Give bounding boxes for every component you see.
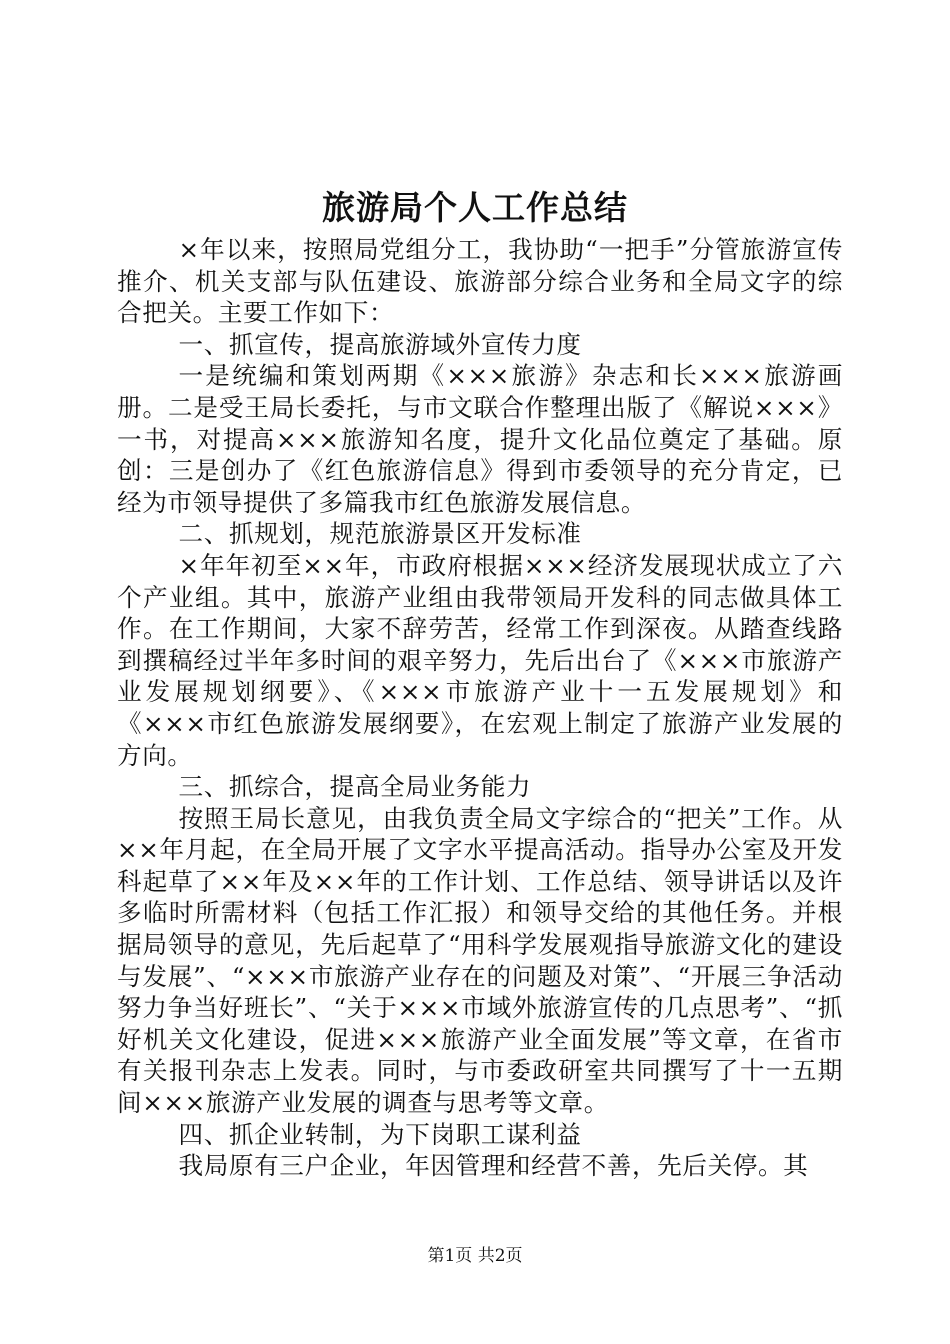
- section-heading-2: 二、抓规划，规范旅游景区开发标准: [178, 519, 582, 549]
- section-heading-1: 一、抓宣传，提高旅游域外宣传力度: [178, 329, 582, 359]
- paragraph-section-2: ×年年初至××年，市政府根据×××经济发展现状成立了六个产业组。其中，旅游产业组由我带领局开发科的同志做具体工作。在工作期间，大家不辞劳苦，经常工作到深夜。从踏查线路到撰稿经过半年多时间的艰辛努力，先后出台了《×××市旅游产业发展规划纲要》、《×××市旅游产业十一五发展规划》和《×××市红色旅游发展纲要》，在宏观上制定了旅游产业发展的方向。: [117, 550, 843, 770]
- paragraph-section-1: 一是统编和策划两期《×××旅游》杂志和长×××旅游画册。二是受王局长委托，与市文联合作整理出版了《解说×××》一书，对提高×××旅游知名度，提升文化品位奠定了基础。原创：三是创办了《红色旅游信息》得到市委领导的充分肯定，已经为市领导提供了多篇我市红色旅游发展信息。: [117, 361, 843, 517]
- document-title: 旅游局个人工作总结: [322, 188, 628, 227]
- paragraph-section-3: 按照王局长意见，由我负责全局文字综合的“把关”工作。从××年月起，在全局开展了文字水平提高活动。指导办公室及开发科起草了××年及××年的工作计划、工作总结、领导讲话以及许多临时所需材料（包括工作汇报）和领导交给的其他任务。并根据局领导的意见，先后起草了“用科学发展观指导旅游文化的建设与发展”、“×××市旅游产业存在的问题及对策”、“开展三争活动努力争当好班长”、“关于×××市域外旅游宣传的几点思考”、“抓好机关文化建设，促进×××旅游产业全面发展”等文章，在省市有关报刊杂志上发表。同时，与市委政研室共同撰写了十一五期间×××旅游产业发展的调查与思考等文章。: [117, 803, 843, 1118]
- section-heading-3: 三、抓综合，提高全局业务能力: [178, 772, 532, 802]
- paragraph-intro: ×年以来，按照局党组分工，我协助“一把手”分管旅游宣传推介、机关支部与队伍建设、旅游部分综合业务和全局文字的综合把关。主要工作如下：: [117, 235, 843, 328]
- section-heading-4: 四、抓企业转制，为下岗职工谋利益: [178, 1119, 582, 1149]
- document-body: [117, 234, 843, 1182]
- paragraph-section-4: 我局原有三户企业，年因管理和经营不善，先后关停。其: [178, 1151, 809, 1181]
- page-number-footer: 第1页 共2页: [427, 1246, 523, 1266]
